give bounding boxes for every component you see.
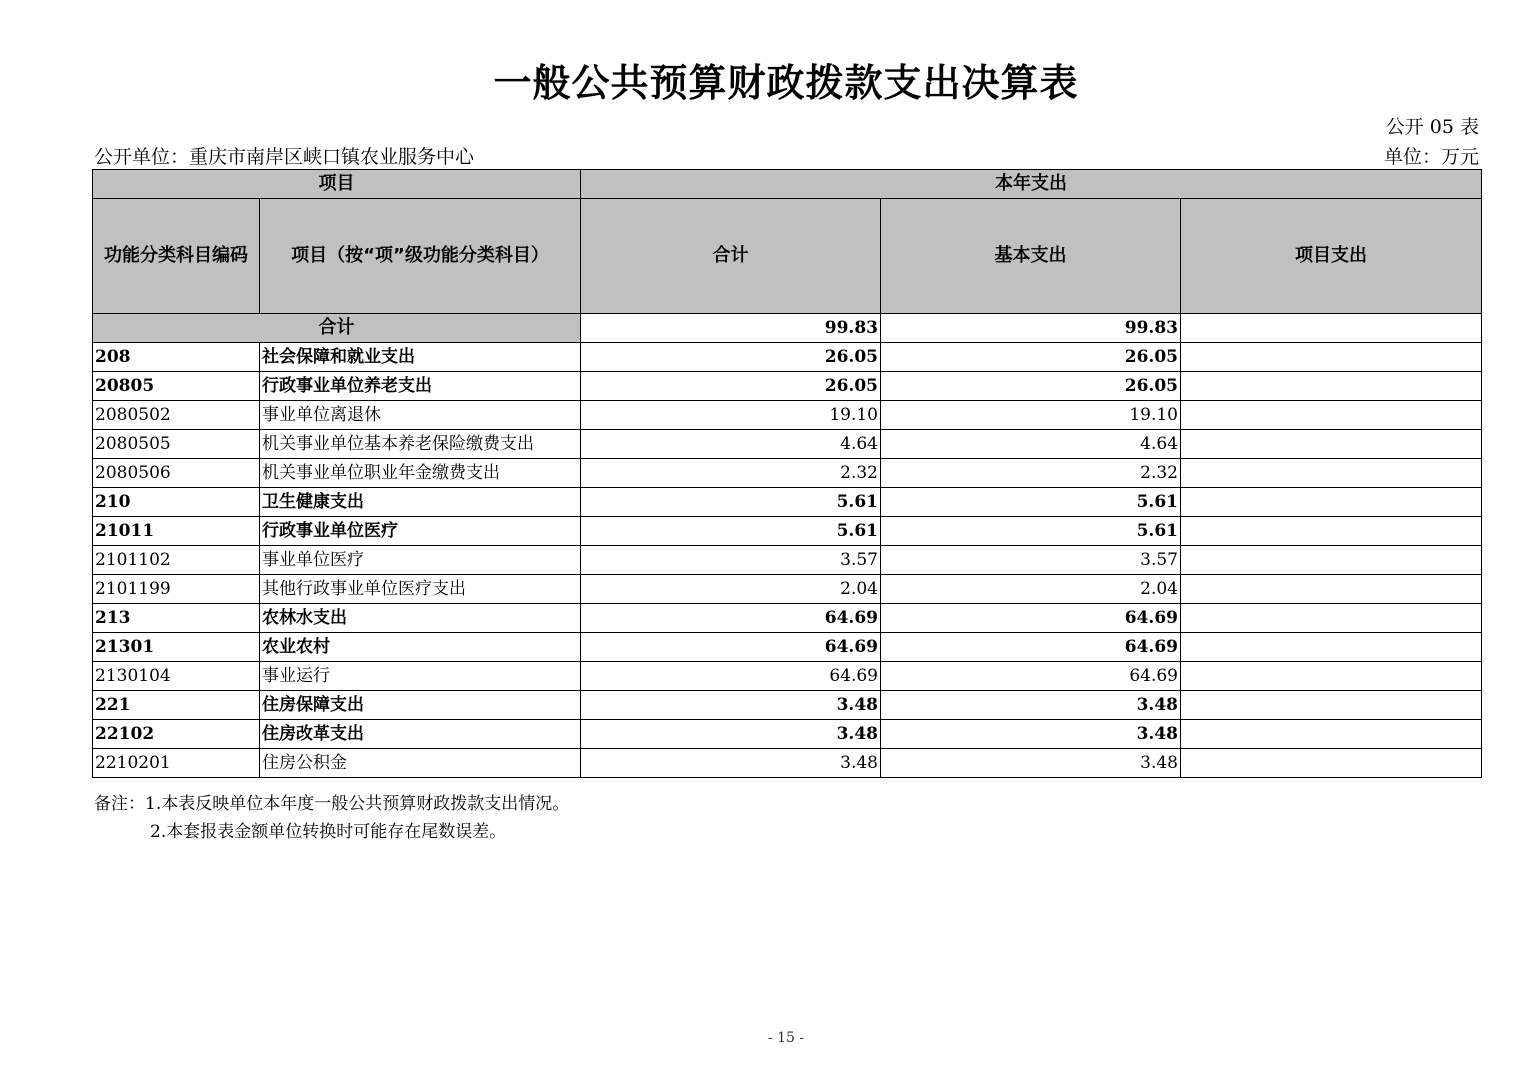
project-cell <box>1181 459 1482 488</box>
column-header-basic: 基本支出 <box>881 199 1181 314</box>
code-cell: 22102 <box>93 720 260 749</box>
project-cell <box>1181 343 1482 372</box>
column-header-project: 项目支出 <box>1181 199 1482 314</box>
total-cell: 4.64 <box>581 430 881 459</box>
name-cell: 农林水支出 <box>260 604 581 633</box>
total-cell: 64.69 <box>581 604 881 633</box>
note-line-2: 2.本套报表金额单位转换时可能存在尾数误差。 <box>150 822 507 842</box>
code-cell: 210 <box>93 488 260 517</box>
total-cell: 5.61 <box>581 517 881 546</box>
basic-cell: 2.32 <box>881 459 1181 488</box>
total-cell: 64.69 <box>581 662 881 691</box>
table-row <box>93 517 1482 546</box>
header-row-group <box>93 170 1482 199</box>
project-cell <box>1181 604 1482 633</box>
table-row <box>93 459 1482 488</box>
total-label: 合计 <box>93 314 581 343</box>
total-sum-cell: 99.83 <box>581 314 881 343</box>
basic-cell: 5.61 <box>881 488 1181 517</box>
total-cell: 5.61 <box>581 488 881 517</box>
basic-cell: 3.48 <box>881 749 1181 778</box>
note-line-1: 备注：1.本表反映单位本年度一般公共预算财政拨款支出情况。 <box>94 794 570 814</box>
project-cell <box>1181 749 1482 778</box>
code-cell: 2130104 <box>93 662 260 691</box>
code-cell: 213 <box>93 604 260 633</box>
header-year-expense: 本年支出 <box>581 170 1482 199</box>
basic-cell: 26.05 <box>881 343 1181 372</box>
table-row <box>93 343 1482 372</box>
project-cell <box>1181 575 1482 604</box>
table-row <box>93 749 1482 778</box>
total-basic-cell: 99.83 <box>881 314 1181 343</box>
total-cell: 19.10 <box>581 401 881 430</box>
basic-cell: 5.61 <box>881 517 1181 546</box>
total-cell: 3.48 <box>581 691 881 720</box>
total-cell: 3.48 <box>581 720 881 749</box>
name-cell: 农业农村 <box>260 633 581 662</box>
basic-cell: 64.69 <box>881 662 1181 691</box>
name-cell: 社会保障和就业支出 <box>260 343 581 372</box>
table-row <box>93 488 1482 517</box>
total-cell: 3.48 <box>581 749 881 778</box>
project-cell <box>1181 401 1482 430</box>
name-cell: 行政事业单位医疗 <box>260 517 581 546</box>
header-project: 项目 <box>93 170 581 199</box>
table-row <box>93 662 1482 691</box>
total-cell: 26.05 <box>581 372 881 401</box>
project-cell <box>1181 488 1482 517</box>
name-cell: 其他行政事业单位医疗支出 <box>260 575 581 604</box>
column-header-code: 功能分类科目编码 <box>93 199 260 314</box>
table-row <box>93 372 1482 401</box>
code-cell: 2210201 <box>93 749 260 778</box>
total-row <box>93 314 1482 343</box>
name-cell: 卫生健康支出 <box>260 488 581 517</box>
project-cell <box>1181 546 1482 575</box>
name-cell: 住房保障支出 <box>260 691 581 720</box>
code-cell: 221 <box>93 691 260 720</box>
column-header-total: 合计 <box>581 199 881 314</box>
name-cell: 机关事业单位基本养老保险缴费支出 <box>260 430 581 459</box>
project-cell <box>1181 517 1482 546</box>
name-cell: 事业运行 <box>260 662 581 691</box>
name-cell: 住房改革支出 <box>260 720 581 749</box>
total-cell: 2.32 <box>581 459 881 488</box>
table-row <box>93 691 1482 720</box>
total-cell: 64.69 <box>581 633 881 662</box>
basic-cell: 64.69 <box>881 604 1181 633</box>
basic-cell: 19.10 <box>881 401 1181 430</box>
basic-cell: 3.48 <box>881 691 1181 720</box>
name-cell: 住房公积金 <box>260 749 581 778</box>
code-cell: 208 <box>93 343 260 372</box>
name-cell: 机关事业单位职业年金缴费支出 <box>260 459 581 488</box>
code-cell: 2080506 <box>93 459 260 488</box>
project-cell <box>1181 662 1482 691</box>
table-row <box>93 604 1482 633</box>
total-cell: 2.04 <box>581 575 881 604</box>
basic-cell: 3.48 <box>881 720 1181 749</box>
reporting-unit: 公开单位：重庆市南岸区峡口镇农业服务中心 <box>94 146 475 168</box>
table-row <box>93 633 1482 662</box>
code-cell: 21301 <box>93 633 260 662</box>
total-cell: 26.05 <box>581 343 881 372</box>
code-cell: 21011 <box>93 517 260 546</box>
basic-cell: 64.69 <box>881 633 1181 662</box>
project-cell <box>1181 633 1482 662</box>
table-row <box>93 575 1482 604</box>
name-cell: 行政事业单位养老支出 <box>260 372 581 401</box>
code-cell: 20805 <box>93 372 260 401</box>
name-cell: 事业单位离退休 <box>260 401 581 430</box>
basic-cell: 2.04 <box>881 575 1181 604</box>
project-cell <box>1181 372 1482 401</box>
total-project-cell <box>1181 314 1482 343</box>
basic-cell: 26.05 <box>881 372 1181 401</box>
table-row <box>93 430 1482 459</box>
project-cell <box>1181 720 1482 749</box>
form-number: 公开 05 表 <box>1385 116 1479 138</box>
basic-cell: 3.57 <box>881 546 1181 575</box>
total-cell: 3.57 <box>581 546 881 575</box>
table-row <box>93 401 1482 430</box>
header-row-columns <box>93 199 1482 314</box>
budget-expense-table <box>92 169 1482 778</box>
code-cell: 2080505 <box>93 430 260 459</box>
currency-unit: 单位：万元 <box>1383 146 1479 168</box>
project-cell <box>1181 430 1482 459</box>
code-cell: 2080502 <box>93 401 260 430</box>
column-header-name: 项目（按“项”级功能分类科目） <box>260 199 581 314</box>
notes <box>94 790 569 846</box>
name-cell: 事业单位医疗 <box>260 546 581 575</box>
page-number: - 15 - <box>767 1030 805 1046</box>
project-cell <box>1181 691 1482 720</box>
table-row <box>93 546 1482 575</box>
code-cell: 2101102 <box>93 546 260 575</box>
page-title: 一般公共预算财政拨款支出决算表 <box>493 61 1079 105</box>
code-cell: 2101199 <box>93 575 260 604</box>
basic-cell: 4.64 <box>881 430 1181 459</box>
table-body <box>93 314 1482 778</box>
table-row <box>93 720 1482 749</box>
